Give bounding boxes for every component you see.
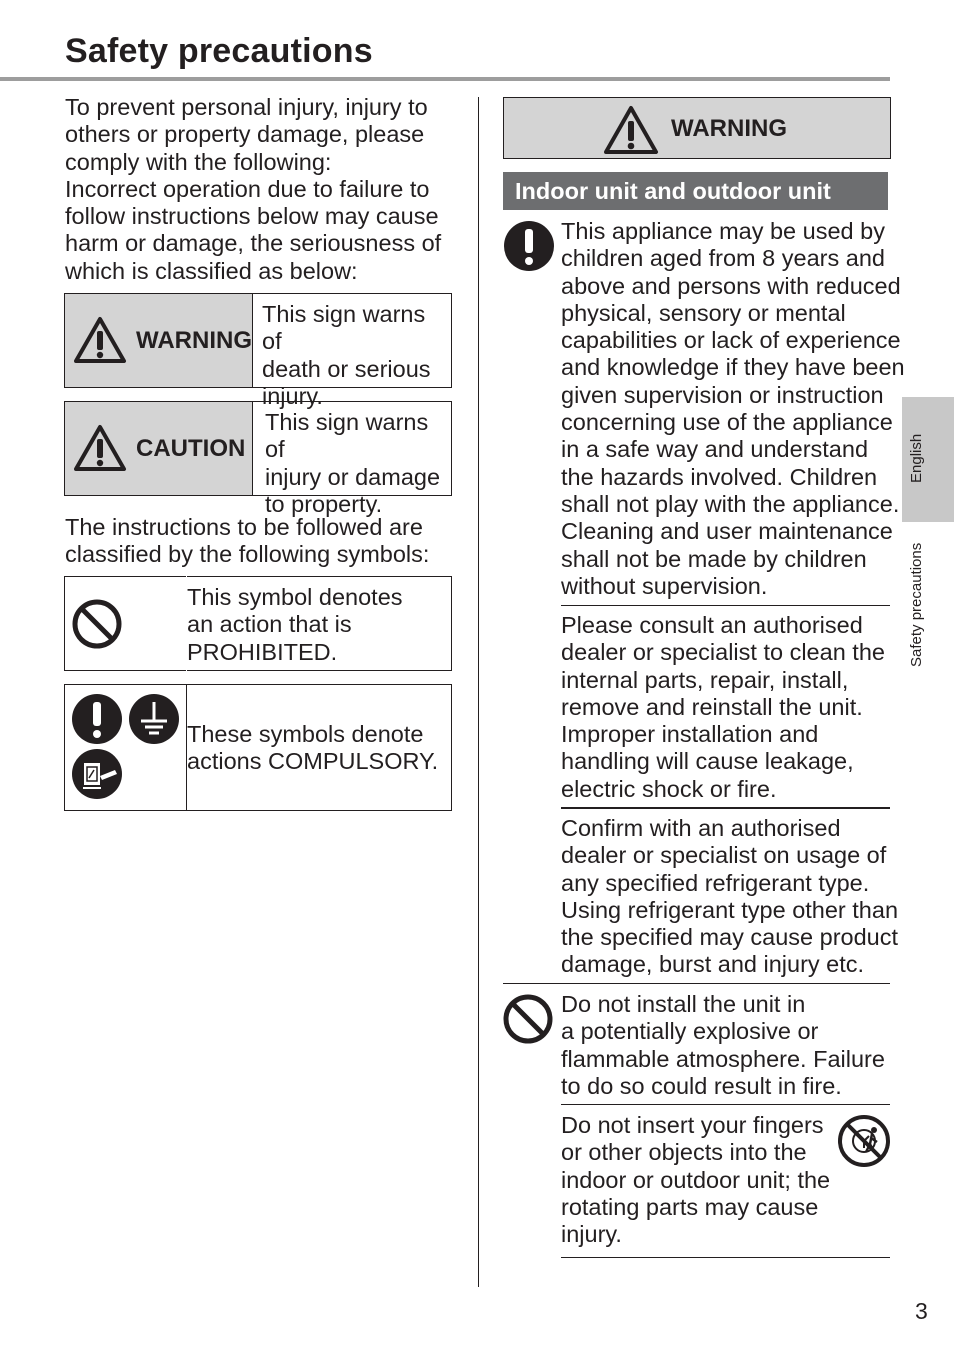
warning-banner: [503, 97, 891, 159]
caution-label-cell: [65, 402, 253, 495]
item-divider: [561, 605, 890, 606]
prohibited-icon: [502, 993, 554, 1045]
section-header: Indoor unit and outdoor unit: [503, 172, 888, 210]
no-fingers-icon: [837, 1114, 891, 1168]
section-divider: [503, 983, 890, 984]
ground-icon: [128, 693, 180, 745]
section-tab-label: Safety precautions: [908, 542, 925, 667]
compulsory-symbol-box: [64, 684, 452, 811]
prohibited-symbol-box: [64, 576, 452, 671]
title-rule: [0, 77, 890, 81]
exclamation-icon: [71, 693, 123, 745]
item-divider: [561, 807, 890, 809]
intro-paragraph: To prevent personal injury, injury to others or property damage, please comply with the following: Incorrect operation due to failure to follow instructions below may cause harm or damage, the seriousness of which is classified as below:: [65, 94, 442, 284]
item-refrigerant: Confirm with an authorised dealer or specialist on usage of any specified refrigerant type. Using refrigerant type other than the specified may cause product damage, burst and injury etc.: [561, 815, 899, 978]
caution-triangle-icon: [73, 424, 127, 472]
warning-banner-label: WARNING: [671, 115, 787, 142]
caution-legend-box: [64, 401, 452, 517]
caution-description: This sign warns of injury or damage to property.: [265, 409, 441, 517]
item-divider: [561, 1257, 890, 1258]
exclamation-icon: [503, 220, 555, 272]
prohibited-description: This symbol denotes an action that is PROHIBITED.: [187, 584, 403, 665]
language-tab-label: English: [908, 433, 925, 483]
item-explosive-atmosphere: Do not install the unit in a potentially explosive or flammable atmosphere. Failure to do so could result in fire.: [561, 991, 885, 1099]
unplug-icon: [71, 748, 123, 800]
warning-legend-box: [64, 293, 452, 409]
warning-triangle-icon: [603, 105, 659, 155]
item-no-fingers: Do not insert your fingers or other objects into the indoor or outdoor unit; the rotating parts may cause injury.: [561, 1112, 831, 1248]
compulsory-description: These symbols denote actions COMPULSORY.: [187, 721, 439, 775]
column-divider: [478, 97, 479, 1287]
caution-label: CAUTION: [136, 435, 246, 462]
page-number: 3: [915, 1298, 928, 1324]
warning-triangle-icon: [73, 316, 127, 364]
item-divider: [561, 1104, 890, 1105]
warning-label-cell: [65, 294, 253, 387]
item-consult-dealer: Please consult an authorised dealer or specialist to clean the internal parts, repair, install, remove and reinstall the unit. Improper installation and handling will cause leakage, electric shock or fire.: [561, 612, 885, 802]
warning-description: This sign warns of death or serious injury.: [262, 301, 431, 409]
warning-label: WARNING: [136, 327, 252, 354]
item-children-use: This appliance may be used by children aged from 8 years and above and persons with reduced physical, sensory or mental capabilities or lack of experience and knowledge if they have been given supervision or instruction concerning use of the appliance in a safe way and understand the hazards involved. Children shall not play with the appliance. Cleaning and user maintenance shall not be made by children without supervision.: [561, 218, 905, 599]
prohibited-icon: [71, 598, 123, 650]
page-title: Safety precautions: [65, 32, 373, 70]
symbols-intro: The instructions to be followed are classified by the following symbols:: [65, 514, 430, 568]
